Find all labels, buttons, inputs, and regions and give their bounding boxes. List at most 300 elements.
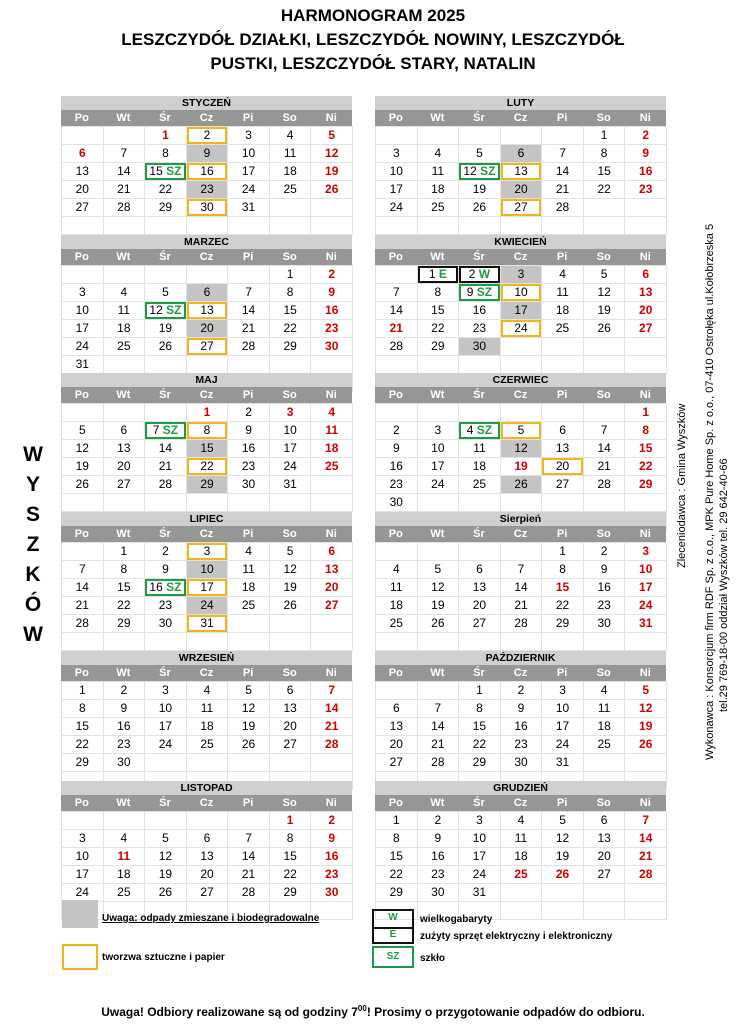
day-cell: 29: [417, 337, 460, 356]
empty-cell: [624, 901, 667, 920]
day-cell: 12: [227, 699, 270, 718]
month-5: [61, 373, 352, 511]
empty-cell: [458, 126, 501, 145]
weekday-label: Po: [74, 797, 89, 809]
day-cell: 4: [417, 144, 460, 163]
day-cell: 27: [269, 735, 312, 754]
day-cell: 12: [310, 144, 353, 163]
day-cell: 9: [624, 144, 667, 163]
day-cell: 28: [103, 198, 146, 217]
day-cell: 26: [227, 735, 270, 754]
weekday-label: Cz: [513, 797, 528, 809]
day-cell: 1: [375, 811, 418, 830]
day-cell: 14: [417, 717, 460, 736]
day-cell: 16: [310, 301, 353, 320]
weekday-label: Śr: [159, 112, 171, 124]
day-cell: 7: [227, 283, 270, 302]
day-cell: 7: [500, 560, 543, 579]
day-cell: 10: [61, 301, 104, 320]
day-cell: 21: [61, 596, 104, 615]
weekday-label: Ni: [325, 528, 337, 540]
day-cell: 15: [417, 301, 460, 320]
day-cell: 23: [310, 865, 353, 884]
empty-cell: [583, 355, 626, 374]
day-cell: 19: [144, 865, 187, 884]
weekday-header: [375, 387, 666, 403]
day-cell: 16: [417, 847, 460, 866]
footer-text-start: Uwaga! Odbiory realizowane są od godziny 7: [101, 1005, 358, 1019]
day-cell: 9: [583, 560, 626, 579]
day-cell: 27: [186, 883, 229, 902]
day-cell: 11: [103, 301, 146, 320]
day-cell: 6: [500, 144, 543, 163]
day-cell: 30: [583, 614, 626, 633]
day-cell: 3: [458, 811, 501, 830]
day-cell: 3: [227, 126, 270, 145]
day-cell: 19: [144, 319, 187, 338]
day-cell: 21: [375, 319, 418, 338]
empty-cell: [375, 681, 418, 700]
day-cell: 10: [186, 560, 229, 579]
day-cell: 7 SZ: [144, 421, 187, 440]
day-cell: 19: [500, 457, 543, 476]
day-cell: 15 SZ: [144, 162, 187, 181]
day-cell: 26: [500, 475, 543, 494]
day-cell: 2: [375, 421, 418, 440]
empty-cell: [61, 265, 104, 284]
day-cell: 12: [417, 578, 460, 597]
day-cell: 11: [186, 699, 229, 718]
day-cell: 2: [144, 542, 187, 561]
weekday-header: [61, 249, 352, 265]
day-cell: 8: [144, 144, 187, 163]
day-cell: 17: [61, 319, 104, 338]
empty-cell: [541, 216, 584, 235]
day-cell: 11: [269, 144, 312, 163]
day-cell: 26: [61, 475, 104, 494]
weekday-label: Śr: [473, 389, 485, 401]
month-name: WRZESIEŃ: [61, 651, 352, 665]
day-cell: 23: [624, 180, 667, 199]
weekday-label: So: [596, 528, 611, 540]
legend-mixed-swatch: [62, 900, 98, 928]
day-cell: 19: [624, 717, 667, 736]
side-letter: Y: [25, 473, 40, 496]
weekday-label: Cz: [199, 797, 214, 809]
day-cell: 23: [103, 735, 146, 754]
day-cell: 15: [541, 578, 584, 597]
weekday-label: Śr: [473, 797, 485, 809]
day-cell: 22: [103, 596, 146, 615]
empty-cell: [375, 403, 418, 422]
weekday-label: Śr: [159, 667, 171, 679]
empty-cell: [375, 126, 418, 145]
day-cell: 17: [61, 865, 104, 884]
weekday-label: Wt: [430, 797, 445, 809]
weekday-label: So: [282, 667, 297, 679]
day-cell: 15: [269, 847, 312, 866]
empty-cell: [583, 216, 626, 235]
day-cell: 16: [186, 162, 229, 181]
empty-cell: [227, 614, 270, 633]
day-cell: 9: [500, 699, 543, 718]
day-cell: 4: [583, 681, 626, 700]
title-line-3: PUSTKI, LESZCZYDÓŁ STARY, NATALIN: [210, 54, 536, 73]
day-cell: 25: [186, 735, 229, 754]
day-cell: 17: [624, 578, 667, 597]
weekday-label: Wt: [116, 528, 131, 540]
day-cell: 14: [144, 439, 187, 458]
day-cell: 24: [144, 735, 187, 754]
day-cell: 20: [186, 865, 229, 884]
day-cell: 27: [186, 337, 229, 356]
day-cell: 25: [103, 337, 146, 356]
weekday-label: So: [596, 797, 611, 809]
day-cell: 7: [375, 283, 418, 302]
footer-text-end: ! Prosimy o przygotowanie odpadów do odbioru.: [366, 1005, 645, 1019]
empty-cell: [144, 355, 187, 374]
month-name: GRUDZIEŃ: [375, 781, 666, 795]
weekday-label: Cz: [199, 251, 214, 263]
day-cell: 25: [500, 865, 543, 884]
day-cell: 10: [375, 162, 418, 181]
day-cell: 13: [624, 283, 667, 302]
day-cell: 16: [375, 457, 418, 476]
day-cell: 1: [583, 126, 626, 145]
day-cell: 6: [186, 283, 229, 302]
day-cell: 27: [541, 475, 584, 494]
empty-cell: [61, 403, 104, 422]
day-cell: 6: [103, 421, 146, 440]
weekday-header: [375, 795, 666, 811]
weekday-label: Śr: [473, 528, 485, 540]
day-cell: 8: [61, 699, 104, 718]
day-cell: 22: [61, 735, 104, 754]
empty-cell: [144, 265, 187, 284]
days-grid: [375, 542, 666, 650]
days-grid: [375, 811, 666, 919]
weekday-label: Po: [388, 251, 403, 263]
day-cell: 16: [310, 847, 353, 866]
day-cell: 31: [61, 355, 104, 374]
day-cell: 7: [310, 681, 353, 700]
day-cell: 2: [310, 811, 353, 830]
weekday-label: So: [282, 112, 297, 124]
day-cell: 18: [583, 717, 626, 736]
day-cell: 14: [310, 699, 353, 718]
empty-cell: [624, 753, 667, 772]
empty-cell: [310, 355, 353, 374]
day-cell: 8: [541, 560, 584, 579]
day-cell: 8: [103, 560, 146, 579]
day-cell: 12: [583, 283, 626, 302]
day-cell: 31: [624, 614, 667, 633]
empty-cell: [310, 198, 353, 217]
day-cell: 30: [310, 337, 353, 356]
day-cell: 20: [186, 319, 229, 338]
day-cell: 10: [417, 439, 460, 458]
day-cell: 22: [541, 596, 584, 615]
weekday-header: [375, 249, 666, 265]
month-6: [375, 373, 666, 529]
weekday-label: Pi: [242, 528, 254, 540]
day-cell: 18: [500, 847, 543, 866]
day-cell: 15: [269, 301, 312, 320]
day-cell: 21: [310, 717, 353, 736]
day-cell: 1: [458, 681, 501, 700]
weekday-label: Ni: [639, 251, 651, 263]
day-cell: 9: [310, 829, 353, 848]
day-cell: 27: [61, 198, 104, 217]
day-cell: 11: [103, 847, 146, 866]
day-cell: 6: [375, 699, 418, 718]
day-cell: 16: [624, 162, 667, 181]
day-cell: 4: [375, 560, 418, 579]
day-cell: 2: [310, 265, 353, 284]
day-cell: 3: [186, 542, 229, 561]
day-cell: 4: [269, 126, 312, 145]
day-cell: 4: [103, 829, 146, 848]
day-cell: 19: [61, 457, 104, 476]
day-cell: 28: [624, 865, 667, 884]
empty-cell: [500, 216, 543, 235]
day-cell: 1: [144, 126, 187, 145]
day-cell: 6: [624, 265, 667, 284]
day-cell: 22: [144, 180, 187, 199]
weekday-header: [61, 795, 352, 811]
empty-cell: [269, 493, 312, 512]
empty-cell: [624, 355, 667, 374]
day-cell: 12: [144, 847, 187, 866]
day-cell: 24: [186, 596, 229, 615]
empty-cell: [61, 493, 104, 512]
day-cell: 4: [500, 811, 543, 830]
day-cell: 31: [458, 883, 501, 902]
day-cell: 28: [583, 475, 626, 494]
day-cell: 21: [227, 865, 270, 884]
weekday-label: Wt: [116, 251, 131, 263]
weekday-label: Wt: [430, 389, 445, 401]
day-cell: 26: [144, 337, 187, 356]
day-cell: 19: [227, 717, 270, 736]
empty-cell: [583, 198, 626, 217]
weekday-label: Cz: [199, 112, 214, 124]
weekday-label: Wt: [116, 112, 131, 124]
day-cell: 17: [541, 717, 584, 736]
day-cell: 28: [541, 198, 584, 217]
day-cell: 10: [61, 847, 104, 866]
day-cell: 9: [417, 829, 460, 848]
day-cell: 1 E: [417, 265, 460, 284]
day-cell: 28: [227, 337, 270, 356]
day-cell: 13: [541, 439, 584, 458]
day-cell: 9: [375, 439, 418, 458]
day-cell: 29: [458, 753, 501, 772]
empty-cell: [227, 355, 270, 374]
empty-cell: [186, 632, 229, 651]
day-cell: 10: [144, 699, 187, 718]
weekday-label: Pi: [556, 667, 568, 679]
month-name: PAŹDZIERNIK: [375, 651, 666, 665]
day-cell: 3: [269, 403, 312, 422]
legend-electro-label: zużyty sprzęt elektryczny i elektroniczny: [420, 931, 613, 942]
weekday-label: Śr: [159, 528, 171, 540]
empty-cell: [144, 403, 187, 422]
weekday-label: Wt: [430, 112, 445, 124]
day-cell: 1: [269, 811, 312, 830]
empty-cell: [227, 632, 270, 651]
day-cell: 28: [375, 337, 418, 356]
day-cell: 25: [103, 883, 146, 902]
day-cell: 5: [500, 421, 543, 440]
day-cell: 28: [61, 614, 104, 633]
weekday-label: Cz: [513, 251, 528, 263]
day-cell: 13: [583, 829, 626, 848]
month-name: MAJ: [61, 373, 352, 387]
month-3: [61, 235, 352, 391]
day-cell: 29: [61, 753, 104, 772]
empty-cell: [375, 542, 418, 561]
empty-cell: [624, 883, 667, 902]
day-cell: 12: [61, 439, 104, 458]
empty-cell: [227, 811, 270, 830]
day-cell: 25: [541, 319, 584, 338]
weekday-label: Cz: [513, 112, 528, 124]
day-cell: 20: [310, 578, 353, 597]
day-cell: 13: [375, 717, 418, 736]
empty-cell: [583, 883, 626, 902]
day-cell: 15: [186, 439, 229, 458]
weekday-label: Cz: [199, 667, 214, 679]
empty-cell: [61, 542, 104, 561]
weekday-label: Po: [74, 251, 89, 263]
legend-plastic-swatch: [62, 944, 98, 970]
day-cell: 3: [624, 542, 667, 561]
empty-cell: [103, 126, 146, 145]
month-4: [375, 235, 666, 373]
day-cell: 13: [500, 162, 543, 181]
town-name-vertical: [18, 440, 48, 650]
day-cell: 4: [541, 265, 584, 284]
month-name: KWIECIEŃ: [375, 235, 666, 249]
day-cell: 6: [269, 681, 312, 700]
day-cell: 9: [186, 144, 229, 163]
empty-cell: [269, 614, 312, 633]
month-name: Sierpień: [375, 512, 666, 526]
empty-cell: [186, 355, 229, 374]
client-info: Zleceniodawca : Gmina Wyszków: [676, 403, 688, 568]
weekday-label: Pi: [556, 797, 568, 809]
day-cell: 12: [541, 829, 584, 848]
day-cell: 21: [624, 847, 667, 866]
empty-cell: [103, 493, 146, 512]
day-cell: 9: [227, 421, 270, 440]
weekday-label: Wt: [116, 389, 131, 401]
day-cell: 21: [417, 735, 460, 754]
day-cell: 9: [144, 560, 187, 579]
day-cell: 27: [583, 865, 626, 884]
day-cell: 24: [375, 198, 418, 217]
day-cell: 24: [61, 883, 104, 902]
month-name: MARZEC: [61, 235, 352, 249]
day-cell: 30: [417, 883, 460, 902]
empty-cell: [624, 198, 667, 217]
day-cell: 27: [103, 475, 146, 494]
day-cell: 10: [541, 699, 584, 718]
empty-cell: [310, 614, 353, 633]
weekday-label: Cz: [199, 389, 214, 401]
month-7: [61, 512, 352, 650]
day-cell: 13: [186, 847, 229, 866]
day-cell: 29: [269, 337, 312, 356]
day-cell: 18: [103, 865, 146, 884]
empty-cell: [417, 542, 460, 561]
empty-cell: [61, 216, 104, 235]
day-cell: 3: [541, 681, 584, 700]
day-cell: 2 W: [458, 265, 501, 284]
day-cell: 6: [458, 560, 501, 579]
title-line-1: HARMONOGRAM 2025: [280, 6, 466, 25]
day-cell: 10: [269, 421, 312, 440]
day-cell: 6: [186, 829, 229, 848]
days-grid: [61, 126, 352, 234]
day-cell: 22: [269, 319, 312, 338]
day-cell: 23: [375, 475, 418, 494]
day-cell: 5: [269, 542, 312, 561]
day-cell: 27: [375, 753, 418, 772]
day-cell: 8: [417, 283, 460, 302]
weekday-header: [375, 526, 666, 542]
weekday-label: Ni: [325, 251, 337, 263]
empty-cell: [144, 216, 187, 235]
weekday-label: Śr: [473, 667, 485, 679]
day-cell: 13: [61, 162, 104, 181]
empty-cell: [103, 355, 146, 374]
empty-cell: [269, 198, 312, 217]
month-name: LIPIEC: [61, 512, 352, 526]
weekday-header: [375, 665, 666, 681]
day-cell: 10: [624, 560, 667, 579]
day-cell: 1: [269, 265, 312, 284]
legend-mixed-label: Uwaga: odpady zmieszane i biodegradowalne: [102, 913, 320, 924]
day-cell: 11: [583, 699, 626, 718]
day-cell: 20: [583, 847, 626, 866]
day-cell: 2: [186, 126, 229, 145]
weekday-label: Po: [74, 389, 89, 401]
day-cell: 7: [227, 829, 270, 848]
empty-cell: [310, 475, 353, 494]
page-title: [0, 4, 746, 76]
day-cell: 6: [61, 144, 104, 163]
days-grid: [375, 126, 666, 234]
day-cell: 7: [541, 144, 584, 163]
weekday-label: Po: [74, 667, 89, 679]
day-cell: 28: [144, 475, 187, 494]
month-10: [375, 651, 666, 789]
day-cell: 29: [624, 475, 667, 494]
day-cell: 12 SZ: [458, 162, 501, 181]
day-cell: 8: [624, 421, 667, 440]
day-cell: 12 SZ: [144, 301, 187, 320]
day-cell: 18: [310, 439, 353, 458]
day-cell: 5: [61, 421, 104, 440]
empty-cell: [269, 632, 312, 651]
day-cell: 7: [103, 144, 146, 163]
weekday-label: Po: [74, 112, 89, 124]
weekday-label: Ni: [325, 667, 337, 679]
weekday-label: So: [282, 528, 297, 540]
day-cell: 26: [458, 198, 501, 217]
